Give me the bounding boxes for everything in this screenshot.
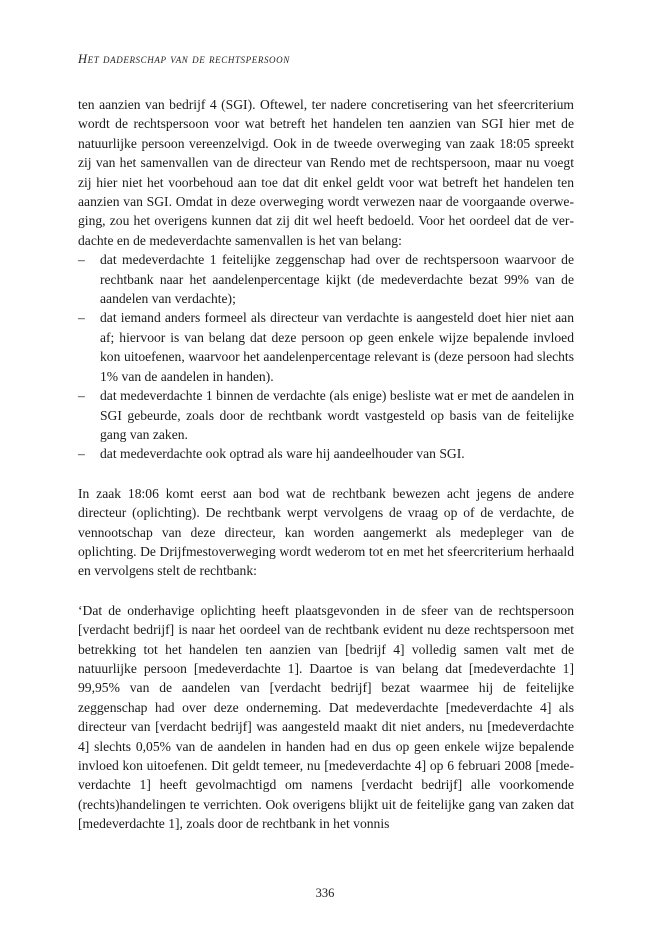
body-paragraph: In zaak 18:06 komt eerst aan bod wat de rechtbank bewezen acht jegens de andere directeur (oplichting). De rechtbank werpt vervolgens de vraag op of de verdachte, de vennootschap van deze directeur, kan worden aangemerkt als medepleger van de oplichting. De Drijfmestoverweging wordt wederom tot en met het sfeercriterium herhaald en vervolgens stelt de rechtbank: — [78, 485, 574, 579]
body-paragraph: ten aanzien van bedrijf 4 (SGI). Oftewel, ter nadere concretisering van het sfeercriterium wordt de rechtspersoon voor wat betreft het handelen ten aanzien van SGI hier met de natuurlijke persoon vereenzelvigd. Ook in de tweede overweging van zaak 18:05 spreekt zij van het samenvallen van de directeur van Rendo met de rechtspersoon, maar nu voegt zij hier niet het voorbehoud aan toe dat dit enkel geldt voor wat betreft het handelen ten aanzien van SGI. Omdat in deze overweging wordt verwezen naar de voorgaande overweging, zou het overigens kunnen dat zij dit wel heeft bedoeld. Voor het oordeel dat de verdachte en de medeverdachte samenvallen is het van belang: — [78, 97, 574, 248]
list-dash: – — [78, 310, 85, 326]
paragraph-spacer — [78, 464, 574, 484]
list-item — [78, 386, 574, 444]
list-dash: – — [78, 446, 85, 462]
paragraph-spacer — [78, 581, 574, 601]
list-item-text: dat iemand anders formeel als directeur van verdachte is aangesteld doet hier niet aan af; hiervoor is van belang dat deze persoon op geen enkele wijze bepalende invloed kon uitoefenen, waarvoor het aandelenpercentage relevant is (deze persoon had slechts 1% van de aandelen in handen). — [100, 310, 574, 384]
bullet-list — [78, 250, 574, 463]
list-item — [78, 444, 574, 463]
list-dash: – — [78, 252, 85, 268]
running-header: Het daderschap van de rechtspersoon — [78, 52, 290, 66]
list-item — [78, 308, 574, 386]
list-item-text: dat medeverdachte 1 feitelijke zeggenschap had over de rechtspersoon waarvoor de rechtbank naar het aandelenpercentage kijkt (de medeverdachte bezat 99% van de aandelen van verdachte); — [100, 252, 574, 307]
page-body — [78, 95, 574, 834]
list-item — [78, 250, 574, 308]
page-number: 336 — [315, 886, 335, 900]
list-item-text: dat medeverdachte 1 binnen de verdachte (als enige) besliste wat er met de aandelen in SGI gebeurde, zoals door de rechtbank wordt vastgesteld op basis van de feitelijke gang van zaken. — [100, 388, 574, 442]
block-quote: ‘Dat de onderhavige oplichting heeft plaatsgevonden in de sfeer van de rechtspersoon [verdacht bedrijf] is naar het oordeel van de rechtbank evident nu deze rechtspersoon met betrekking tot het handelen ten aanzien van [bedrijf 4] volledig samen valt met de natuurlijke persoon [medeverdachte 1]. Daartoe is van belang dat [medeverdachte 1] 99,95% van de aandelen van [verdacht bedrijf] bezat waarmee hij de feitelijke zeggenschap had over deze onderneming. Dat medeverdachte [medeverdachte 4] als directeur van [verdacht bedrijf] was aangesteld maakt dit niet anders, nu [medeverdachte 4] slechts 0,05% van de aandelen in handen had en dus op geen enkele wijze bepalende invloed kon uitoefenen. Dit geldt temeer, nu [medeverdachte 4] op 6 februari 2008 [medeverdachte 1] heeft gevolmachtigd om namens [verdacht bedrijf] alle voorkomende (rechts)handelingen te verrichten. Ook overigens blijkt uit de feitelijke gang van zaken dat [medeverdachte 1], zoals door de rechtbank in het vonnis — [78, 602, 574, 832]
list-dash: – — [78, 388, 85, 404]
list-item-text: dat medeverdachte ook optrad als ware hij aandeelhouder van SGI. — [100, 446, 465, 462]
